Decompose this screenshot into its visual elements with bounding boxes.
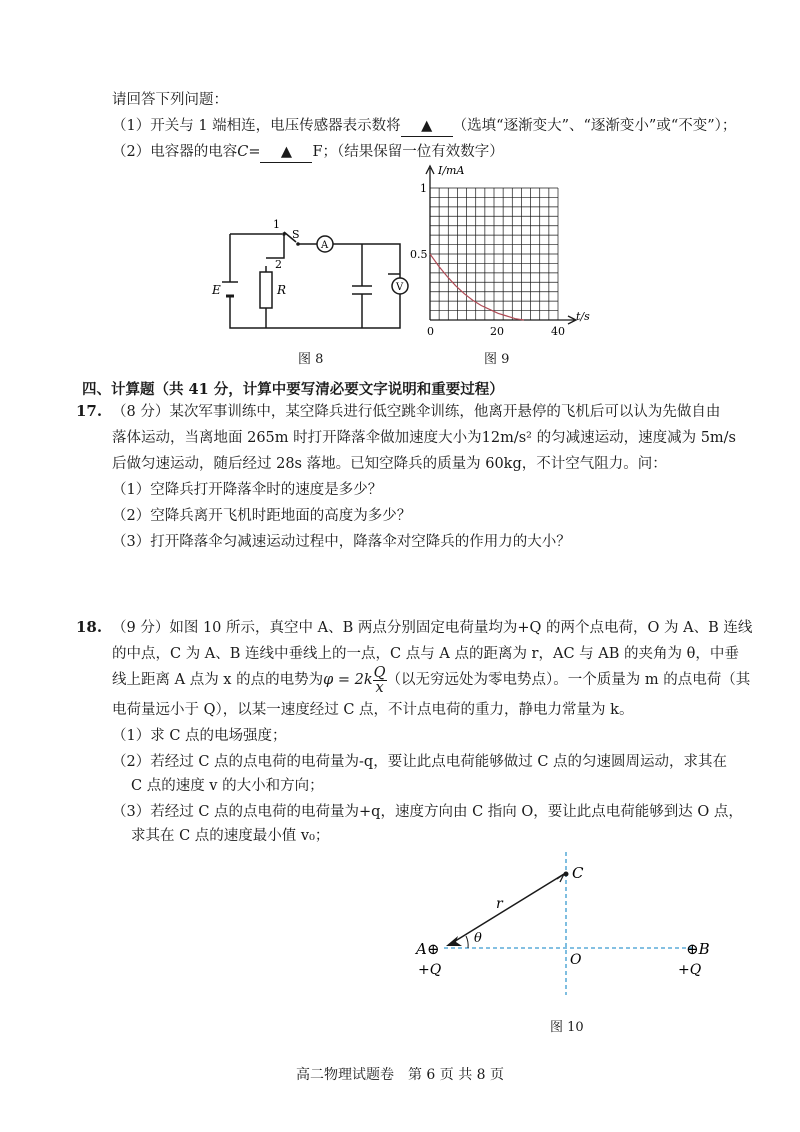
q18-sub3a: （3）若经过 C 点的点电荷的电荷量为+q，速度方向由 C 指向 O，要让此点电荷能够到达 O 点， [112, 804, 743, 820]
q17-sub2: （2）空降兵离开飞机时距地面的高度为多少？ [112, 508, 412, 524]
fraction-numerator: Q [373, 664, 386, 681]
figure-10-diagram [410, 850, 730, 1000]
q16-p2-blank: ▲ [260, 142, 312, 163]
figure-8-caption: 图 8 [298, 352, 324, 367]
page-footer: 高二物理试题卷 第 6 页 共 8 页 [295, 1067, 505, 1083]
q17-line1: （8 分）某次军事训练中，某空降兵进行低空跳伞训练，他离开悬停的飞机后可以认为先做自由 [112, 404, 721, 420]
label-R: R [277, 283, 287, 297]
q16-p1-post: （选填“逐渐变大”、“逐渐变小”或“不变”）； [452, 118, 737, 134]
x-tick-20: 20 [490, 325, 504, 338]
figure-9-caption: 图 9 [484, 352, 510, 367]
q17-sub1: （1）空降兵打开降落伞时的速度是多少？ [112, 482, 383, 498]
potential-fraction [373, 666, 387, 695]
q18-line3b: （以无穷远处为零电势点）。一个质量为 m 的点电荷（其 [386, 672, 751, 688]
fraction-denominator: x [375, 679, 384, 696]
section-4-header: 四、计算题（共 41 分，计算中要写清必要文字说明和重要过程） [82, 381, 504, 398]
resistor-R [260, 272, 272, 308]
label-theta: θ [474, 931, 482, 946]
current-curve [430, 254, 524, 320]
q18-line4: 电荷量远小于 Q），以某一速度经过 C 点，不计点电荷的重力，静电力常量为 k。 [112, 702, 634, 718]
q17-sub3: （3）打开降落伞匀减速运动过程中，降落伞对空降兵的作用力的大小？ [112, 534, 571, 550]
q16-p2-pre: （2）电容器的电容 [112, 144, 238, 160]
label-r: r [496, 896, 503, 912]
label-E: E [212, 283, 221, 297]
q18-number: 18. [76, 618, 103, 636]
figure-10-caption: 图 10 [550, 1020, 584, 1035]
label-QB: +Q [678, 962, 702, 978]
label-S: S [292, 228, 300, 241]
label-C: C [572, 864, 584, 882]
intro-text: 请回答下列问题： [112, 92, 228, 108]
q18-sub3b: 求其在 C 点的速度最小值 v₀； [131, 828, 330, 844]
q18-line3a: 线上距离 A 点为 x 的点的电势为 [112, 672, 324, 688]
label-B: ⊕B [686, 940, 710, 958]
voltmeter-label: V [396, 282, 404, 293]
q18-sub2a: （2）若经过 C 点的点电荷的电荷量为-q，要让此点电荷能够做过 C 点的匀速圆周运动，求其在 [112, 754, 728, 770]
label-O: O [570, 952, 582, 968]
y-tick-1: 1 [420, 182, 427, 195]
q18-sub1: （1）求 C 点的电场强度； [112, 728, 287, 744]
y-label: I/mA [438, 164, 465, 177]
y-tick-0.5: 0.5 [410, 248, 428, 261]
x-tick-0: 0 [427, 325, 434, 338]
x-label: t/s [576, 310, 590, 323]
q17-line2: 落体运动，当离地面 265m 时打开降落伞做加速度大小为12m/s² 的匀减速运动，速度减为 5m/s [112, 430, 736, 446]
q16-p2-post: F；（结果保留一位有效数字） [312, 144, 504, 160]
figure-9-chart [400, 160, 620, 340]
label-2: 2 [275, 258, 282, 271]
ammeter-label: A [321, 240, 329, 251]
q17-number: 17. [76, 402, 103, 420]
q16-part1 [112, 116, 736, 137]
figure-8-circuit [200, 210, 430, 340]
label-1: 1 [273, 218, 280, 231]
q18-sub2b: C 点的速度 v 的大小和方向； [131, 778, 324, 794]
arrow-r [452, 874, 564, 943]
q18-line1: （9 分）如图 10 所示，真空中 A、B 两点分别固定电荷量均为+Q 的两个点电荷，O 为 A、B 连线 [112, 620, 753, 636]
x-tick-40: 40 [551, 325, 565, 338]
point-C [564, 872, 569, 877]
potential-formula: φ = 2k [323, 672, 373, 688]
q16-p1-pre: （1）开关与 1 端相连，电压传感器表示数将 [112, 118, 401, 134]
q16-p2-var: C= [237, 144, 261, 160]
q17-line3: 后做匀速运动，随后经过 28s 落地。已知空降兵的质量为 60kg，不计空气阻力。问： [112, 456, 667, 472]
label-QA: +Q [418, 962, 442, 978]
q18-line2: 的中点，C 为 A、B 连线中垂线上的一点，C 点与 A 点的距离为 r，AC 与 AB 的夹角为 θ，中垂 [112, 646, 739, 662]
q18-line3 [112, 664, 750, 696]
label-A: A⊕ [416, 940, 440, 958]
q16-p1-blank: ▲ [401, 116, 453, 137]
